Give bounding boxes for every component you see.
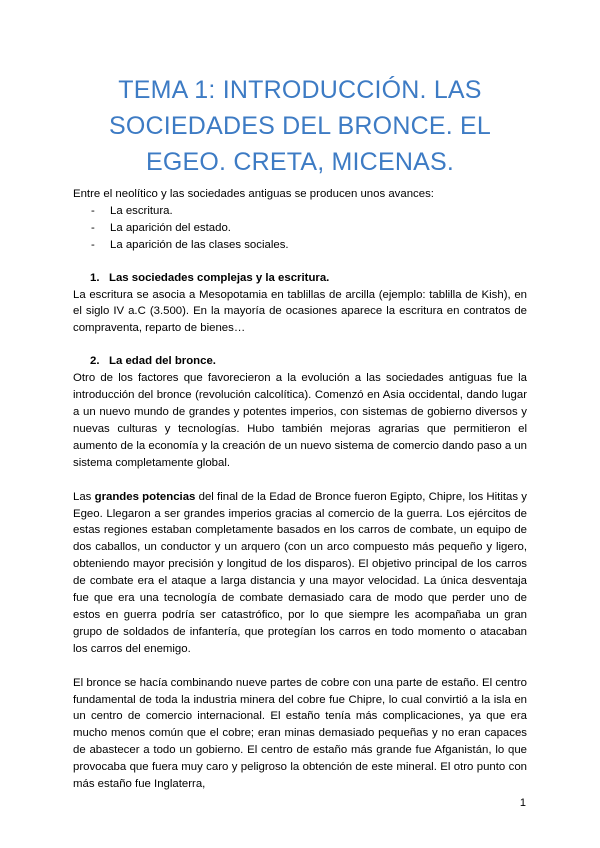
paragraph-spacer [73,658,527,675]
section-title: La edad del bronce. [109,355,216,368]
advances-list [73,203,527,254]
powers-paragraph [73,489,527,658]
bronze-paragraph: El bronce se hacía combinando nueve partes de cobre con una parte de estaño. El centro fundamental de toda la industria minera del cobre fue Chipre, lo cual convirtió a la isla en un centro de comercio internacional. El estaño tenía más complicaciones, ya que era mucho menos común que el cobre; eran minas demasiado pequeñas y no eran capaces de abastecer a todo un gobierno. El centro de estaño más grande fue Afganistán, lo que provocaba que fuera muy caro y peligroso la obtención de este mineral. El otro punto con más estaño fue Inglaterra, [73,676,527,791]
section-heading-2 [73,353,527,370]
intro-text: Entre el neolítico y las sociedades antiguas se producen unos avances: [73,188,434,200]
list-marker: - [91,204,95,217]
list-item-text: La escritura. [110,204,173,217]
section-title: Las sociedades complejas y la escritura. [109,271,330,284]
list-item-text: La aparición de las clases sociales. [110,238,289,251]
document-title: TEMA 1: INTRODUCCIÓN. LAS SOCIEDADES DEL BRONCE. EL EGEO. CRETA, MICENAS. [109,76,491,176]
section-number: 1. [90,271,100,284]
section-number: 2. [90,355,100,368]
paragraph-spacer [73,472,527,489]
list-item-text: La aparición del estado. [110,221,231,234]
list-item [91,203,527,220]
page-number: 1 [519,797,526,809]
section-heading-1 [73,270,527,287]
powers-lead: Las [73,490,95,503]
list-item [91,237,527,254]
powers-rest: del final de la Edad de Bronce fueron Egipto, Chipre, los Hititas y Egeo. Llegaron a ser grandes imperios gracias al comercio de la guerra. Los ejércitos de estas regiones estaban completamente basados en los carros de combate, un equipo de dos caballos, un conductor y un arquero (con un arco compuesto más pequeño y ligero, obteniendo mayor precisión y longitud de los disparos). El objetivo principal de los carros de combate era el ataque a larga distancia y una mayor velocidad. La única desventaja fue que era una tecnología de combate demasiado cara de modo que perder uno de estos en guerra podría ser catastrófico, por lo que siempre les acompañaba un gran grupo de soldados de infantería, que protegían los carros en todo momento o atacaban los carros del enemigo. [73,490,527,655]
powers-bold-term: grandes potencias [94,490,196,503]
document-body [73,186,527,793]
section-1-paragraph: La escritura se asocia a Mesopotamia en tablillas de arcilla (ejemplo: tablilla de Kish), en el siglo IV a.C (3.500). En la mayoría de ocasiones aparece la escritura en contratos de compraventa, reparto de bienes… [73,288,527,335]
list-item [91,220,527,237]
list-marker: - [91,238,95,251]
section-2-paragraph: Otro de los factores que favorecieron a la evolución a las sociedades antiguas fue la introducción del bronce (revolución calcolítica). Comenzó en Asia occidental, dando lugar a un nuevo mundo de grandes y potentes imperios, con sistemas de gobierno diversos y nuevas culturas y tecnologías. Hubo también mejoras agrarias que permitieron el aumento de la economía y la creación de un nuevo sistema de comercio dando paso a un sistema completamente global. [73,372,528,469]
list-marker: - [91,221,95,234]
